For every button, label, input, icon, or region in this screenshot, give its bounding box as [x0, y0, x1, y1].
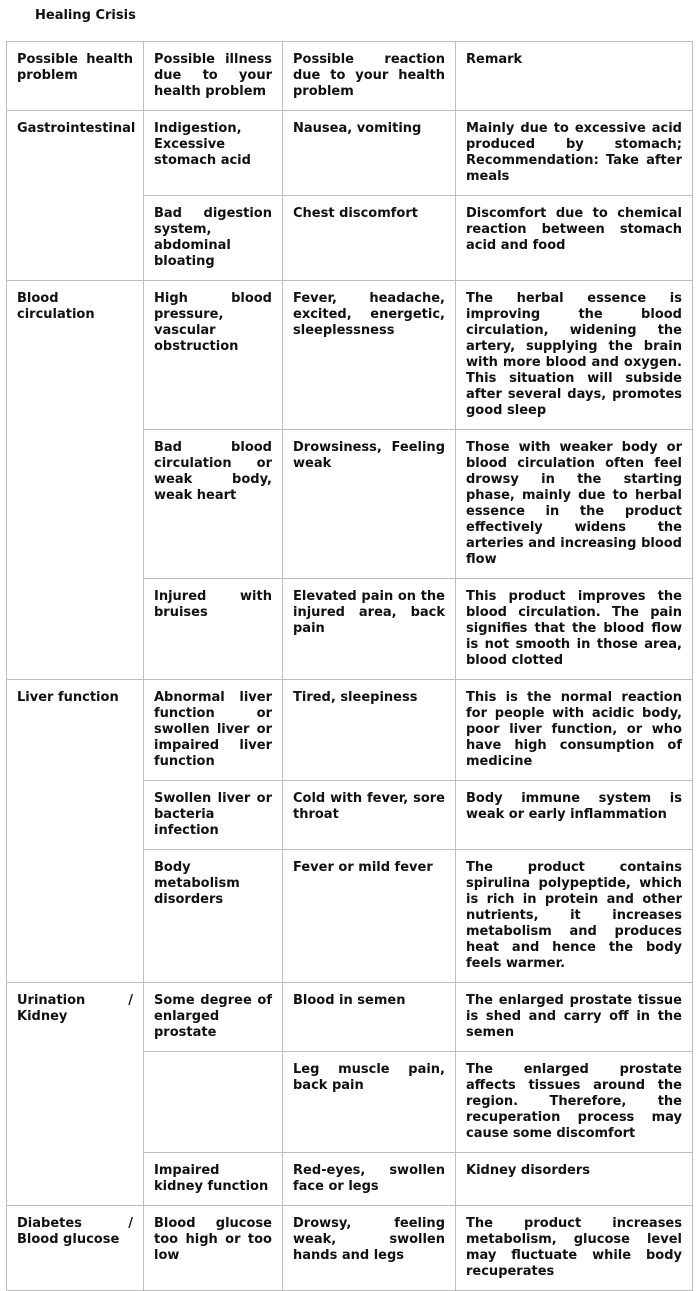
table-row — [7, 111, 693, 196]
illness-cell: Bad blood circulation or weak body, weak heart — [144, 430, 283, 579]
remark-cell: Kidney disorders — [456, 1153, 693, 1206]
remark-cell: Those with weaker body or blood circulation often feel drowsy in the starting phase, mainly due to herbal essence in the product effectively widens the arteries and increasing blood flow — [456, 430, 693, 579]
reaction-cell: Drowsiness, Feeling weak — [283, 430, 456, 579]
illness-cell: Bad digestion system, abdominal bloating — [144, 196, 283, 281]
column-header-illness: Possible illness due to your health problem — [144, 42, 283, 111]
illness-cell: Indigestion, Excessive stomach acid — [144, 111, 283, 196]
illness-cell: High blood pressure, vascular obstruction — [144, 281, 283, 430]
remark-cell: Discomfort due to chemical reaction between stomach acid and food — [456, 196, 693, 281]
column-header-remark: Remark — [456, 42, 693, 111]
illness-cell: Injured with bruises — [144, 579, 283, 680]
reaction-cell: Red-eyes, swollen face or legs — [283, 1153, 456, 1206]
remark-cell: Mainly due to excessive acid produced by stomach; Recommendation: Take after meals — [456, 111, 693, 196]
remark-cell: The product contains spirulina polypeptide, which is rich in protein and other nutrients, it increases metabolism and produces heat and hence the body feels warmer. — [456, 850, 693, 983]
reaction-cell: Drowsy, feeling weak, swollen hands and legs — [283, 1206, 456, 1291]
remark-cell: This product improves the blood circulation. The pain signifies that the blood flow is not smooth in those area, blood clotted — [456, 579, 693, 680]
illness-cell: Body metabolism disorders — [144, 850, 283, 983]
reaction-cell: Blood in semen — [283, 983, 456, 1052]
category-cell: Liver function — [7, 680, 144, 983]
column-header-reaction: Possible reaction due to your health problem — [283, 42, 456, 111]
remark-cell: The enlarged prostate tissue is shed and carry off in the semen — [456, 983, 693, 1052]
remark-cell: The enlarged prostate affects tissues around the region. Therefore, the recuperation process may cause some discomfort — [456, 1052, 693, 1153]
table-header-row — [7, 42, 693, 111]
reaction-cell: Fever or mild fever — [283, 850, 456, 983]
reaction-cell: Chest discomfort — [283, 196, 456, 281]
illness-cell: Some degree of enlarged prostate — [144, 983, 283, 1052]
reaction-cell: Nausea, vomiting — [283, 111, 456, 196]
remark-cell: Body immune system is weak or early inflammation — [456, 781, 693, 850]
illness-cell: Blood glucose too high or too low — [144, 1206, 283, 1291]
reaction-cell: Fever, headache, excited, energetic, sleeplessness — [283, 281, 456, 430]
illness-cell — [144, 1052, 283, 1153]
table-row — [7, 983, 693, 1052]
category-cell: Urination / Kidney — [7, 983, 144, 1206]
remark-cell: The herbal essence is improving the blood circulation, widening the artery, supplying the brain with more blood and oxygen. This situation will subside after several days, promotes good sleep — [456, 281, 693, 430]
page-title: Healing Crisis — [35, 8, 136, 23]
illness-cell: Impaired kidney function — [144, 1153, 283, 1206]
category-cell: Diabetes / Blood glucose — [7, 1206, 144, 1291]
reaction-cell: Cold with fever, sore throat — [283, 781, 456, 850]
illness-cell: Abnormal liver function or swollen liver or impaired liver function — [144, 680, 283, 781]
illness-cell: Swollen liver or bacteria infection — [144, 781, 283, 850]
column-header-health-problem: Possible health problem — [7, 42, 144, 111]
remark-cell: This is the normal reaction for people with acidic body, poor liver function, or who have high consumption of medicine — [456, 680, 693, 781]
remark-cell: The product increases metabolism, glucose level may fluctuate while body recuperates — [456, 1206, 693, 1291]
reaction-cell: Tired, sleepiness — [283, 680, 456, 781]
table-row — [7, 680, 693, 781]
reaction-cell: Leg muscle pain, back pain — [283, 1052, 456, 1153]
reaction-cell: Elevated pain on the injured area, back pain — [283, 579, 456, 680]
table-row — [7, 1206, 693, 1291]
table-row — [7, 281, 693, 430]
category-cell: Blood circulation — [7, 281, 144, 680]
category-cell: Gastrointestinal — [7, 111, 144, 281]
healing-crisis-table — [6, 41, 693, 1291]
